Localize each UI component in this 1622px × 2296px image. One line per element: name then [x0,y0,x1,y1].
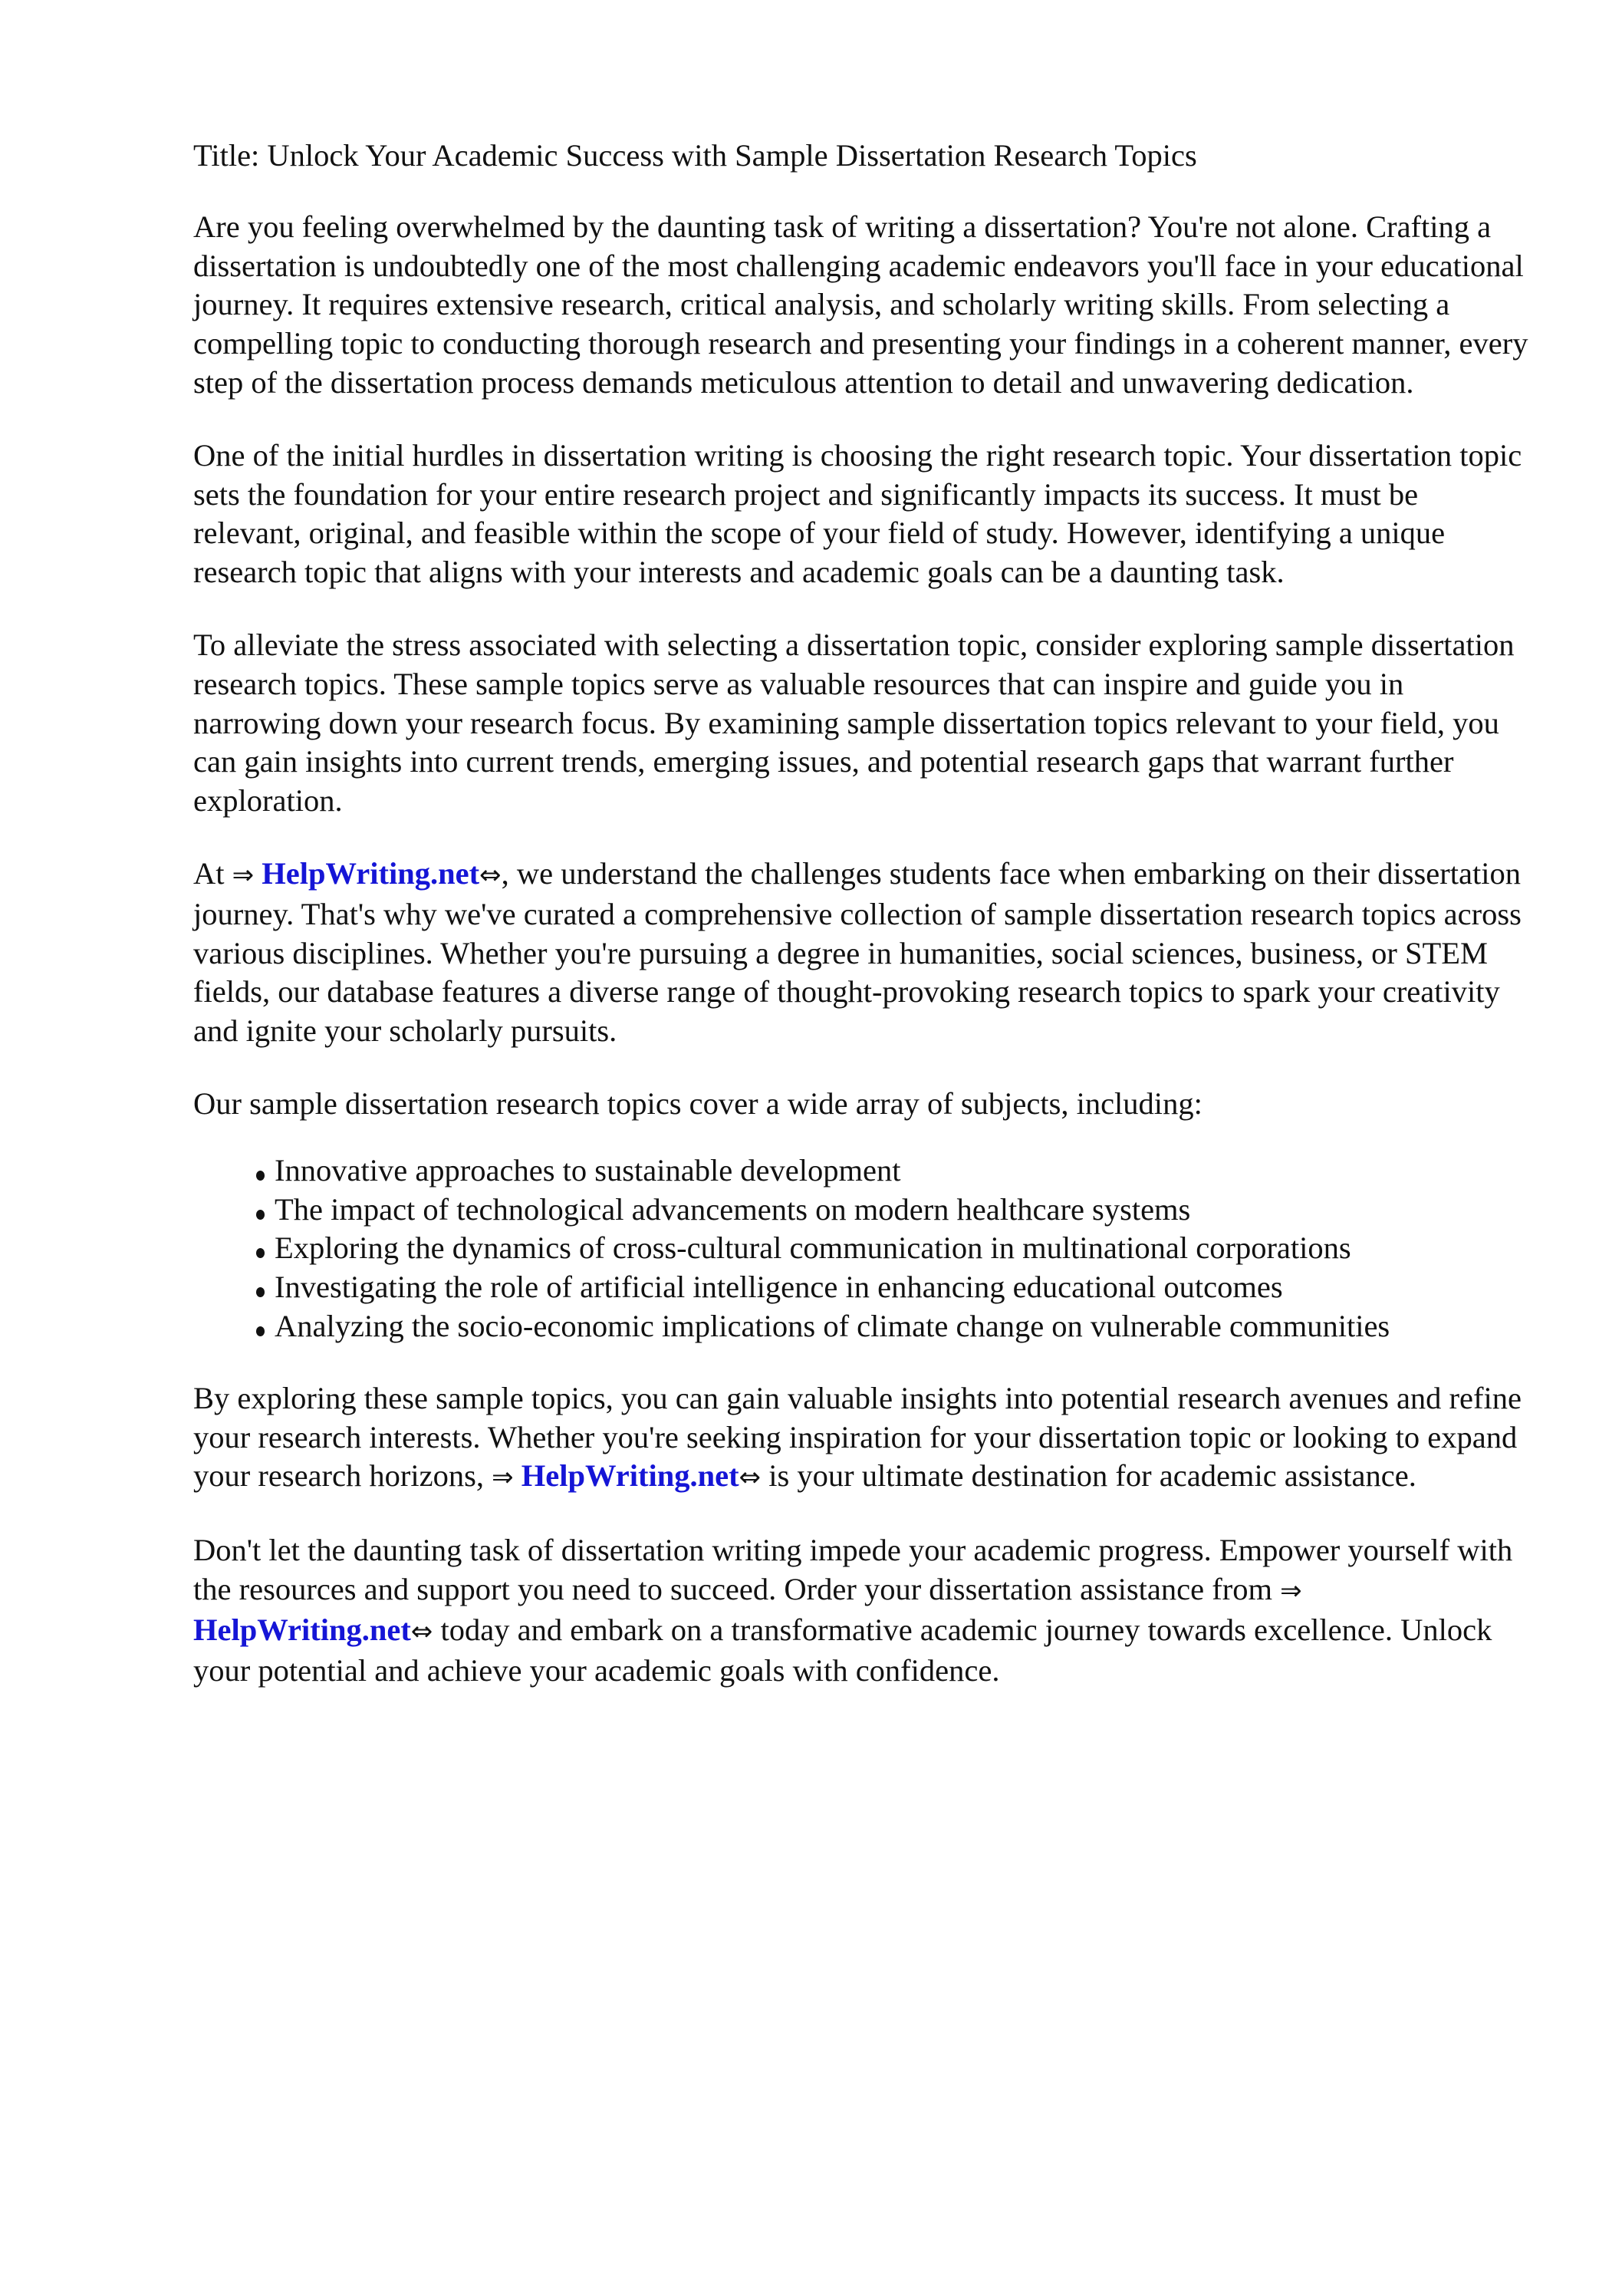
topics-list [193,1151,1532,1346]
left-right-double-arrow-icon: ⇔ [739,1462,762,1494]
document-title: Title: Unlock Your Academic Success with Sample Dissertation Research Topics [193,138,1197,173]
list-item: Innovative approaches to sustainable development [253,1151,1532,1191]
right-double-arrow-icon: ⇒ [232,859,255,891]
text-segment: , we understand the challenges students face when embarking on their dissertation journey. That's why we've curated a comprehensive collection of sample dissertation research topics across various disciplines. Whether you're pursuing a degree in humanities, social sciences, business, or STEM fields, our database features a diverse range of thought-provoking research topics to spark your creativity and ignite your scholarly pursuits. [193,855,1522,1049]
helpwriting-link[interactable]: HelpWriting.net [521,1458,739,1494]
helpwriting-link[interactable]: HelpWriting.net [193,1612,411,1647]
paragraph-conclusion [193,1531,1532,1690]
text-segment: today and embark on a transformative academic journey towards excellence. Unlock your potential and achieve your academic goals with confidence. [193,1612,1492,1688]
text-segment: is your ultimate destination for academic assistance. [761,1458,1416,1494]
document-page [193,137,1532,1724]
paragraph-sample-topics: To alleviate the stress associated with selecting a dissertation topic, consider exploring sample dissertation research topics. These sample topics serve as valuable resources that can inspire and guide you in narrowing down your research focus. By examining sample dissertation topics relevant to your field, you can gain insights into current trends, emerging issues, and potential research gaps that warrant further exploration. [193,627,1515,819]
text-segment: At [193,855,232,891]
list-item: The impact of technological advancements on modern healthcare systems [253,1191,1532,1230]
paragraph-list-intro: Our sample dissertation research topics cover a wide array of subjects, including: [193,1085,1203,1121]
list-item: Exploring the dynamics of cross-cultural communication in multinational corporations [253,1229,1532,1268]
helpwriting-link[interactable]: HelpWriting.net [262,855,480,891]
text-segment: Don't let the daunting task of dissertation writing impede your academic progress. Empower yourself with the resources and support you need to succeed. Order your dissertation assistance from [193,1533,1513,1606]
text-segment: By exploring these sample topics, you can gain valuable insights into potential research avenues and refine your research interests. Whether you're seeking inspiration for your dissertation topic or looking to expand your research horizons, [193,1380,1522,1494]
left-right-double-arrow-icon: ⇔ [410,1616,433,1647]
list-item: Analyzing the socio-economic implications of climate change on vulnerable communities [253,1307,1532,1346]
right-double-arrow-icon: ⇒ [492,1462,514,1494]
paragraph-helpwriting-intro [193,855,1532,1051]
list-item: Investigating the role of artificial intelligence in enhancing educational outcomes [253,1268,1532,1307]
paragraph-exploring [193,1379,1532,1497]
right-double-arrow-icon: ⇒ [1280,1575,1302,1606]
left-right-double-arrow-icon: ⇔ [479,859,502,891]
paragraph-intro: Are you feeling overwhelmed by the daunting task of writing a dissertation? You're not alone. Crafting a dissertation is undoubtedly one of the most challenging academic endeavors you'll face in your educational journey. It requires extensive research, critical analysis, and scholarly writing skills. From selecting a compelling topic to conducting thorough research and presenting your findings in a coherent manner, every step of the dissertation process demands meticulous attention to detail and unwavering dedication. [193,209,1528,400]
paragraph-topic-choice: One of the initial hurdles in dissertation writing is choosing the right research topic. Your dissertation topic sets the foundation for your entire research project and significantly impacts its success. It must be relevant, original, and feasible within the scope of your field of study. However, identifying a unique research topic that aligns with your interests and academic goals can be a daunting task. [193,437,1522,590]
